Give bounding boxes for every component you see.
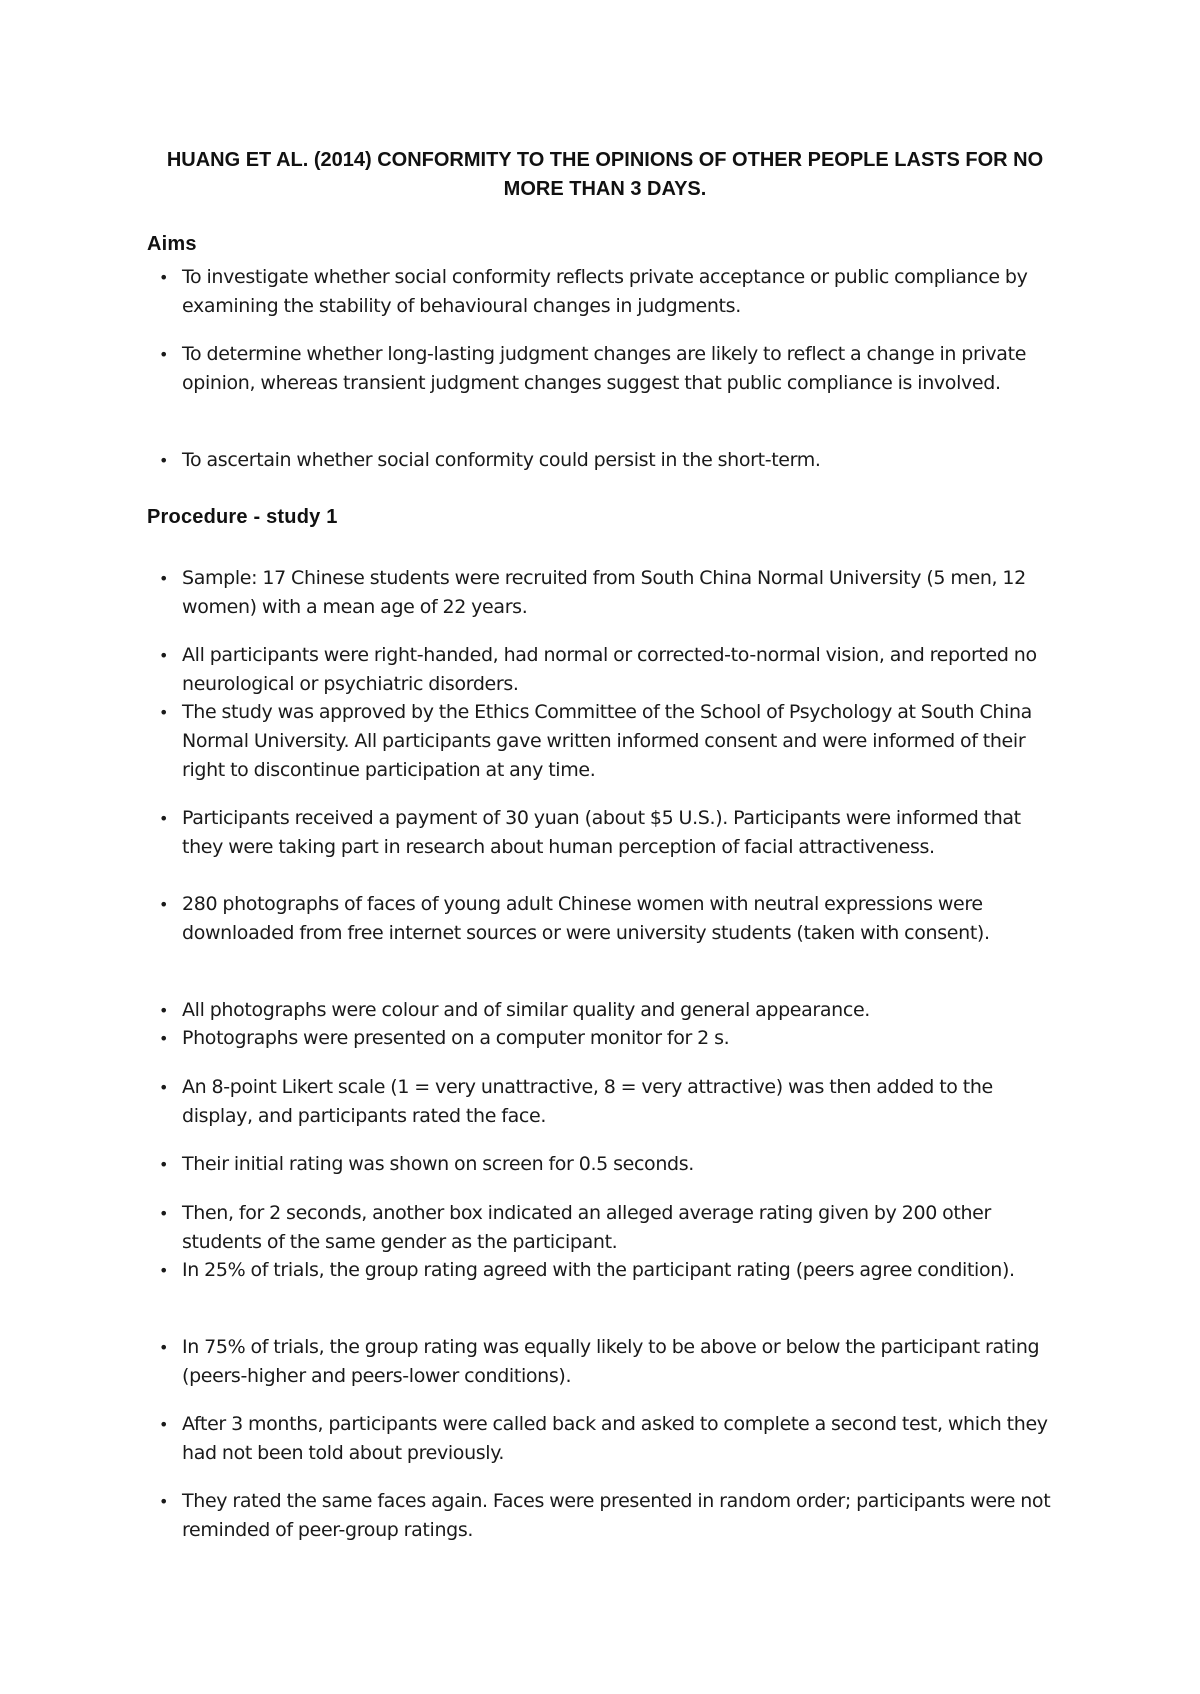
bullet-icon: • — [159, 1204, 169, 1223]
bullet-icon: • — [159, 1001, 169, 1020]
section-heading-procedure: Procedure - study 1 — [147, 506, 338, 528]
list-item: • An 8-point Likert scale (1 = very unattractive, 8 = very attractive) was then added to the display, and participants rated the face. — [159, 1073, 1059, 1131]
bullet-icon: • — [159, 1261, 169, 1280]
list-item: • Participants received a payment of 30 yuan (about $5 U.S.). Participants were informed that they were taking part in research about human perception of facial attractiveness. — [159, 804, 1059, 862]
bullet-icon: • — [159, 1029, 169, 1048]
document-title: HUANG ET AL. (2014) CONFORMITY TO THE OPINIONS OF OTHER PEOPLE LASTS FOR NO MORE THAN 3 DAYS. — [166, 149, 1044, 200]
bullet-icon: • — [159, 703, 169, 722]
list-item: • Then, for 2 seconds, another box indicated an alleged average rating given by 200 other students of the same gender as the participant. — [159, 1199, 1059, 1257]
bullet-icon: • — [159, 451, 169, 470]
list-item: • To ascertain whether social conformity could persist in the short-term. — [159, 446, 1059, 475]
list-item: • Sample: 17 Chinese students were recruited from South China Normal University (5 men, 12 women) with a mean age of 22 years. — [159, 564, 1059, 622]
list-item: • To investigate whether social conformity reflects private acceptance or public compliance by examining the stability of behavioural changes in judgments. — [159, 263, 1059, 321]
bullet-icon: • — [159, 1492, 169, 1511]
list-item: • All photographs were colour and of similar quality and general appearance. — [159, 996, 1059, 1025]
bullet-icon: • — [159, 268, 169, 287]
list-item: • In 75% of trials, the group rating was equally likely to be above or below the participant rating (peers-higher and peers-lower conditions). — [159, 1333, 1059, 1391]
list-item: • The study was approved by the Ethics Committee of the School of Psychology at South China Normal University. All participants gave written informed consent and were informed of their right to discontinue participation at any time. — [159, 698, 1059, 785]
section-heading-aims: Aims — [147, 233, 197, 255]
list-item: • In 25% of trials, the group rating agreed with the participant rating (peers agree condition). — [159, 1256, 1059, 1285]
bullet-icon: • — [159, 1078, 169, 1097]
bullet-icon: • — [159, 809, 169, 828]
list-item: • Their initial rating was shown on screen for 0.5 seconds. — [159, 1150, 1059, 1179]
bullet-icon: • — [159, 1415, 169, 1434]
bullet-icon: • — [159, 646, 169, 665]
bullet-icon: • — [159, 895, 169, 914]
bullet-icon: • — [159, 569, 169, 588]
list-item: • After 3 months, participants were called back and asked to complete a second test, which they had not been told about previously. — [159, 1410, 1059, 1468]
list-item: • To determine whether long-lasting judgment changes are likely to reflect a change in private opinion, whereas transient judgment changes suggest that public compliance is involved. — [159, 340, 1059, 398]
list-item: • Photographs were presented on a computer monitor for 2 s. — [159, 1024, 1059, 1053]
list-item: • 280 photographs of faces of young adult Chinese women with neutral expressions were downloaded from free internet sources or were university students (taken with consent). — [159, 890, 1059, 948]
list-item: • All participants were right-handed, had normal or corrected-to-normal vision, and reported no neurological or psychiatric disorders. — [159, 641, 1059, 699]
bullet-icon: • — [159, 1338, 169, 1357]
bullet-icon: • — [159, 1155, 169, 1174]
list-item: • They rated the same faces again. Faces were presented in random order; participants were not reminded of peer-group ratings. — [159, 1487, 1059, 1545]
bullet-icon: • — [159, 345, 169, 364]
